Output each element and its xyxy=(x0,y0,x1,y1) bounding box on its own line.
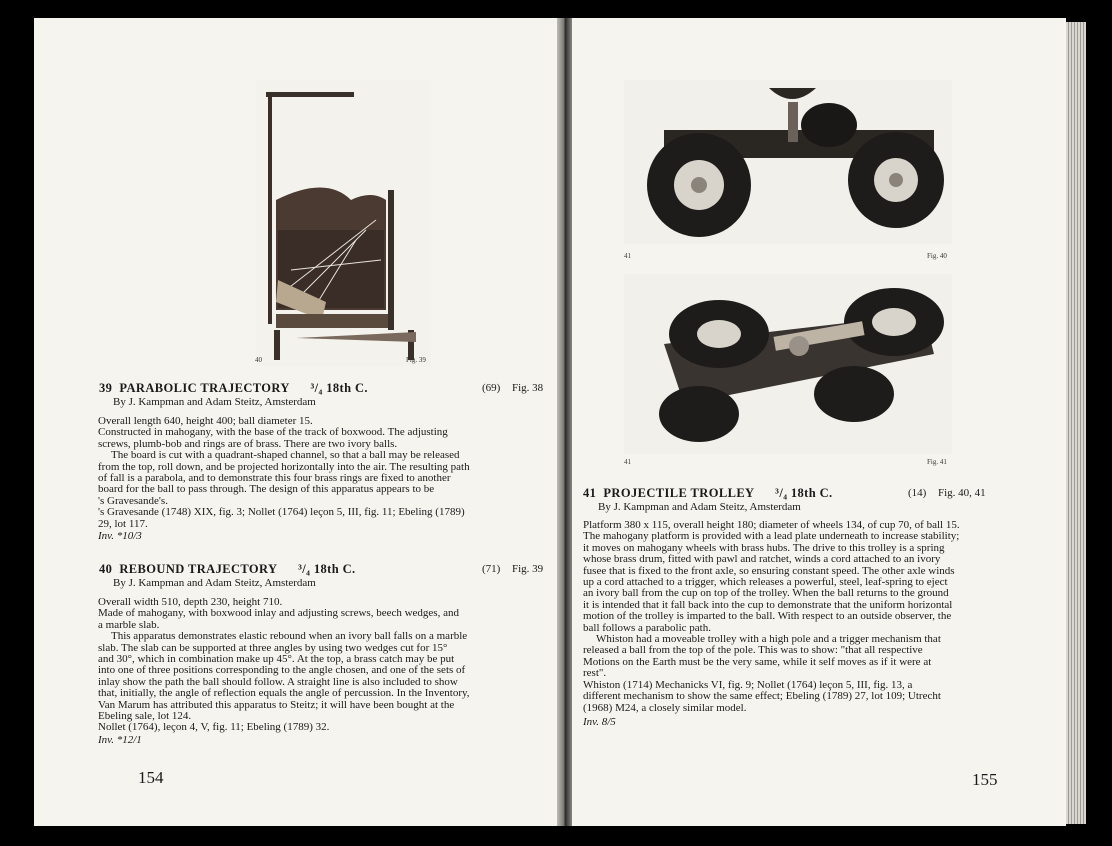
entry-number: 39 xyxy=(99,381,113,395)
entry-title: REBOUND TRAJECTORY xyxy=(119,562,277,576)
entry-title: PROJECTILE TROLLEY xyxy=(603,486,755,500)
book-gutter xyxy=(557,18,572,826)
body-line: fusee that is fixed to the front axle, so ensuring constant speed. The other axle winds xyxy=(583,564,955,577)
photo-trolley-side xyxy=(624,80,952,244)
body-line: it moves on mahogany wheels with brass hubs. The drive to this trolley is a spring xyxy=(583,541,945,554)
left-page xyxy=(34,18,557,826)
body-line: 's Gravesande (1748) XIX, fig. 3; Nollet (1764) leçon 5, III, fig. 11; Ebeling (1789) xyxy=(98,506,465,519)
page-number: 154 xyxy=(138,768,164,787)
body-line: Overall length 640, height 400; ball diameter 15. xyxy=(98,415,313,427)
body-line: screws, plumb-bob and rings are of brass. There are two ivory balls. xyxy=(98,437,398,450)
entry-date: ³/₄ 18th C. xyxy=(775,486,833,500)
figure-number: 40 xyxy=(255,356,262,364)
body-line: Ebeling sale, lot 124. xyxy=(98,710,192,723)
entry-39-body xyxy=(98,416,544,530)
body-line: Constructed in mahogany, with the base of the track of boxwood. The adjusting xyxy=(98,426,448,439)
body-line: This apparatus demonstrates elastic rebound when an ivory ball falls on a marble xyxy=(111,630,468,643)
photo-trolley-underside xyxy=(624,274,952,454)
entry-40-inventory: Inv. *12/1 xyxy=(98,734,142,746)
rebound-apparatus-illustration xyxy=(256,80,431,366)
body-line: ball follows a parabolic path. xyxy=(583,621,711,634)
body-line: of fall is a parabola, and to demonstrate this four brass rings are fixed to another xyxy=(98,472,451,485)
body-line: slab. The slab can be supported at three angles by using two wedges cut for 15° xyxy=(98,641,448,654)
page-edges xyxy=(1066,22,1086,824)
body-line: Van Marum has attributed this apparatus to Steitz; it will have been bought at the xyxy=(98,698,455,711)
entry-number: 40 xyxy=(99,562,113,576)
entry-date: ³/₄ 18th C. xyxy=(310,381,368,395)
entry-41-body xyxy=(583,520,1021,714)
entry-39-ref: (69) xyxy=(482,382,501,394)
figure-number: 41 xyxy=(624,458,631,466)
body-line: Whiston (1714) Mechanicks VI, fig. 9; Nollet (1764) leçon 5, III, fig. 13, a xyxy=(583,678,913,691)
entry-date: ³/₄ 18th C. xyxy=(298,562,356,576)
body-line: different mechanism to show the same effect; Ebeling (1789) 27, lot 109; Utrecht xyxy=(583,690,941,703)
entry-39-fig: Fig. 38 xyxy=(512,382,544,394)
entry-40-attribution: By J. Kampman and Adam Steitz, Amsterdam xyxy=(113,577,316,589)
body-line: and 30°, which in combination make up 45°. At the top, a brass catch may be put xyxy=(98,653,455,666)
body-line: into one of three positions corresponding to the angle chosen, and one of the sets of xyxy=(98,664,466,677)
body-line: released a ball from the top of the pole. This was to show: "that all respective xyxy=(583,644,923,657)
body-line: motion of the trolley is imparted to the ball. With respect to an outside observer, the xyxy=(583,610,952,623)
body-line: The mahogany platform is provided with a lead plate underneath to increase stability; xyxy=(583,530,960,543)
body-line: The board is cut with a quadrant-shaped channel, so that a ball may be released xyxy=(111,449,460,462)
body-line: a marble slab. xyxy=(98,618,160,631)
body-line: rest". xyxy=(583,667,607,680)
body-line: that, initially, the angle of reflection equals the angle of percussion. In the Inventory, xyxy=(98,687,470,700)
entry-number: 41 xyxy=(583,486,597,500)
photo-rebound-trajectory xyxy=(256,80,431,366)
body-line: an ivory ball from the cup on top of the trolley. When the ball returns to the ground xyxy=(583,587,949,600)
entry-40-ref: (71) xyxy=(482,563,501,575)
entry-39-heading xyxy=(99,381,368,396)
entry-title: PARABOLIC TRAJECTORY xyxy=(119,381,290,395)
body-line: (1968) M24, a closely similar model. xyxy=(583,701,747,714)
entry-40-body xyxy=(98,597,544,734)
body-line: it is intended that it fall back into the cup to demonstrate that the uniform horizontal xyxy=(583,598,953,611)
entry-41-attribution: By J. Kampman and Adam Steitz, Amsterdam xyxy=(598,501,801,513)
body-line: Platform 380 x 115, overall height 180; diameter of wheels 134, of cup 70, of ball 15. xyxy=(583,519,960,531)
figure-label: Fig. 39 xyxy=(406,356,426,364)
right-page xyxy=(572,18,1066,826)
entry-40-heading xyxy=(99,562,356,577)
page-number: 155 xyxy=(972,770,998,789)
body-line: whose brass drum, fitted with pawl and ratchet, winds a cord attached to an ivory xyxy=(583,553,941,566)
entry-41-fig: Fig. 40, 41 xyxy=(938,487,986,499)
figure-number: 41 xyxy=(624,252,631,260)
figure-label: Fig. 40 xyxy=(927,252,947,260)
body-line: board for the ball to pass through. The design of this apparatus appears to be xyxy=(98,483,435,496)
body-line: 's Gravesande's. xyxy=(98,494,168,507)
trolley-side-illustration xyxy=(624,80,952,244)
figure-label: Fig. 41 xyxy=(927,458,947,466)
entry-40-fig: Fig. 39 xyxy=(512,563,544,575)
body-line: Whiston had a moveable trolley with a high pole and a trigger mechanism that xyxy=(596,633,941,646)
entry-39-inventory: Inv. *10/3 xyxy=(98,530,142,542)
body-line: 29, lot 117. xyxy=(98,517,148,530)
entry-41-heading xyxy=(583,486,833,501)
body-line: Overall width 510, depth 230, height 710. xyxy=(98,596,283,608)
body-line: up a cord attached to a trigger, which releases a powerful, steel, leaf-spring to eject xyxy=(583,576,948,589)
body-line: Made of mahogany, with boxwood inlay and adjusting screws, beech wedges, and xyxy=(98,607,459,620)
body-line: from the top, roll down, and be projected horizontally into the air. The resulting path xyxy=(98,460,470,473)
body-line: inlay show the path the ball should follow. A straight line is also included to show xyxy=(98,675,458,688)
entry-39-attribution: By J. Kampman and Adam Steitz, Amsterdam xyxy=(113,396,316,408)
body-line: Motions on the Earth must be the very same, while it self moves as if it were at xyxy=(583,655,932,668)
entry-41-inventory: Inv. 8/5 xyxy=(583,716,616,728)
entry-41-ref: (14) xyxy=(908,487,927,499)
trolley-underside-illustration xyxy=(624,274,952,454)
body-line: Nollet (1764), leçon 4, V, fig. 11; Ebeling (1789) 32. xyxy=(98,721,330,734)
